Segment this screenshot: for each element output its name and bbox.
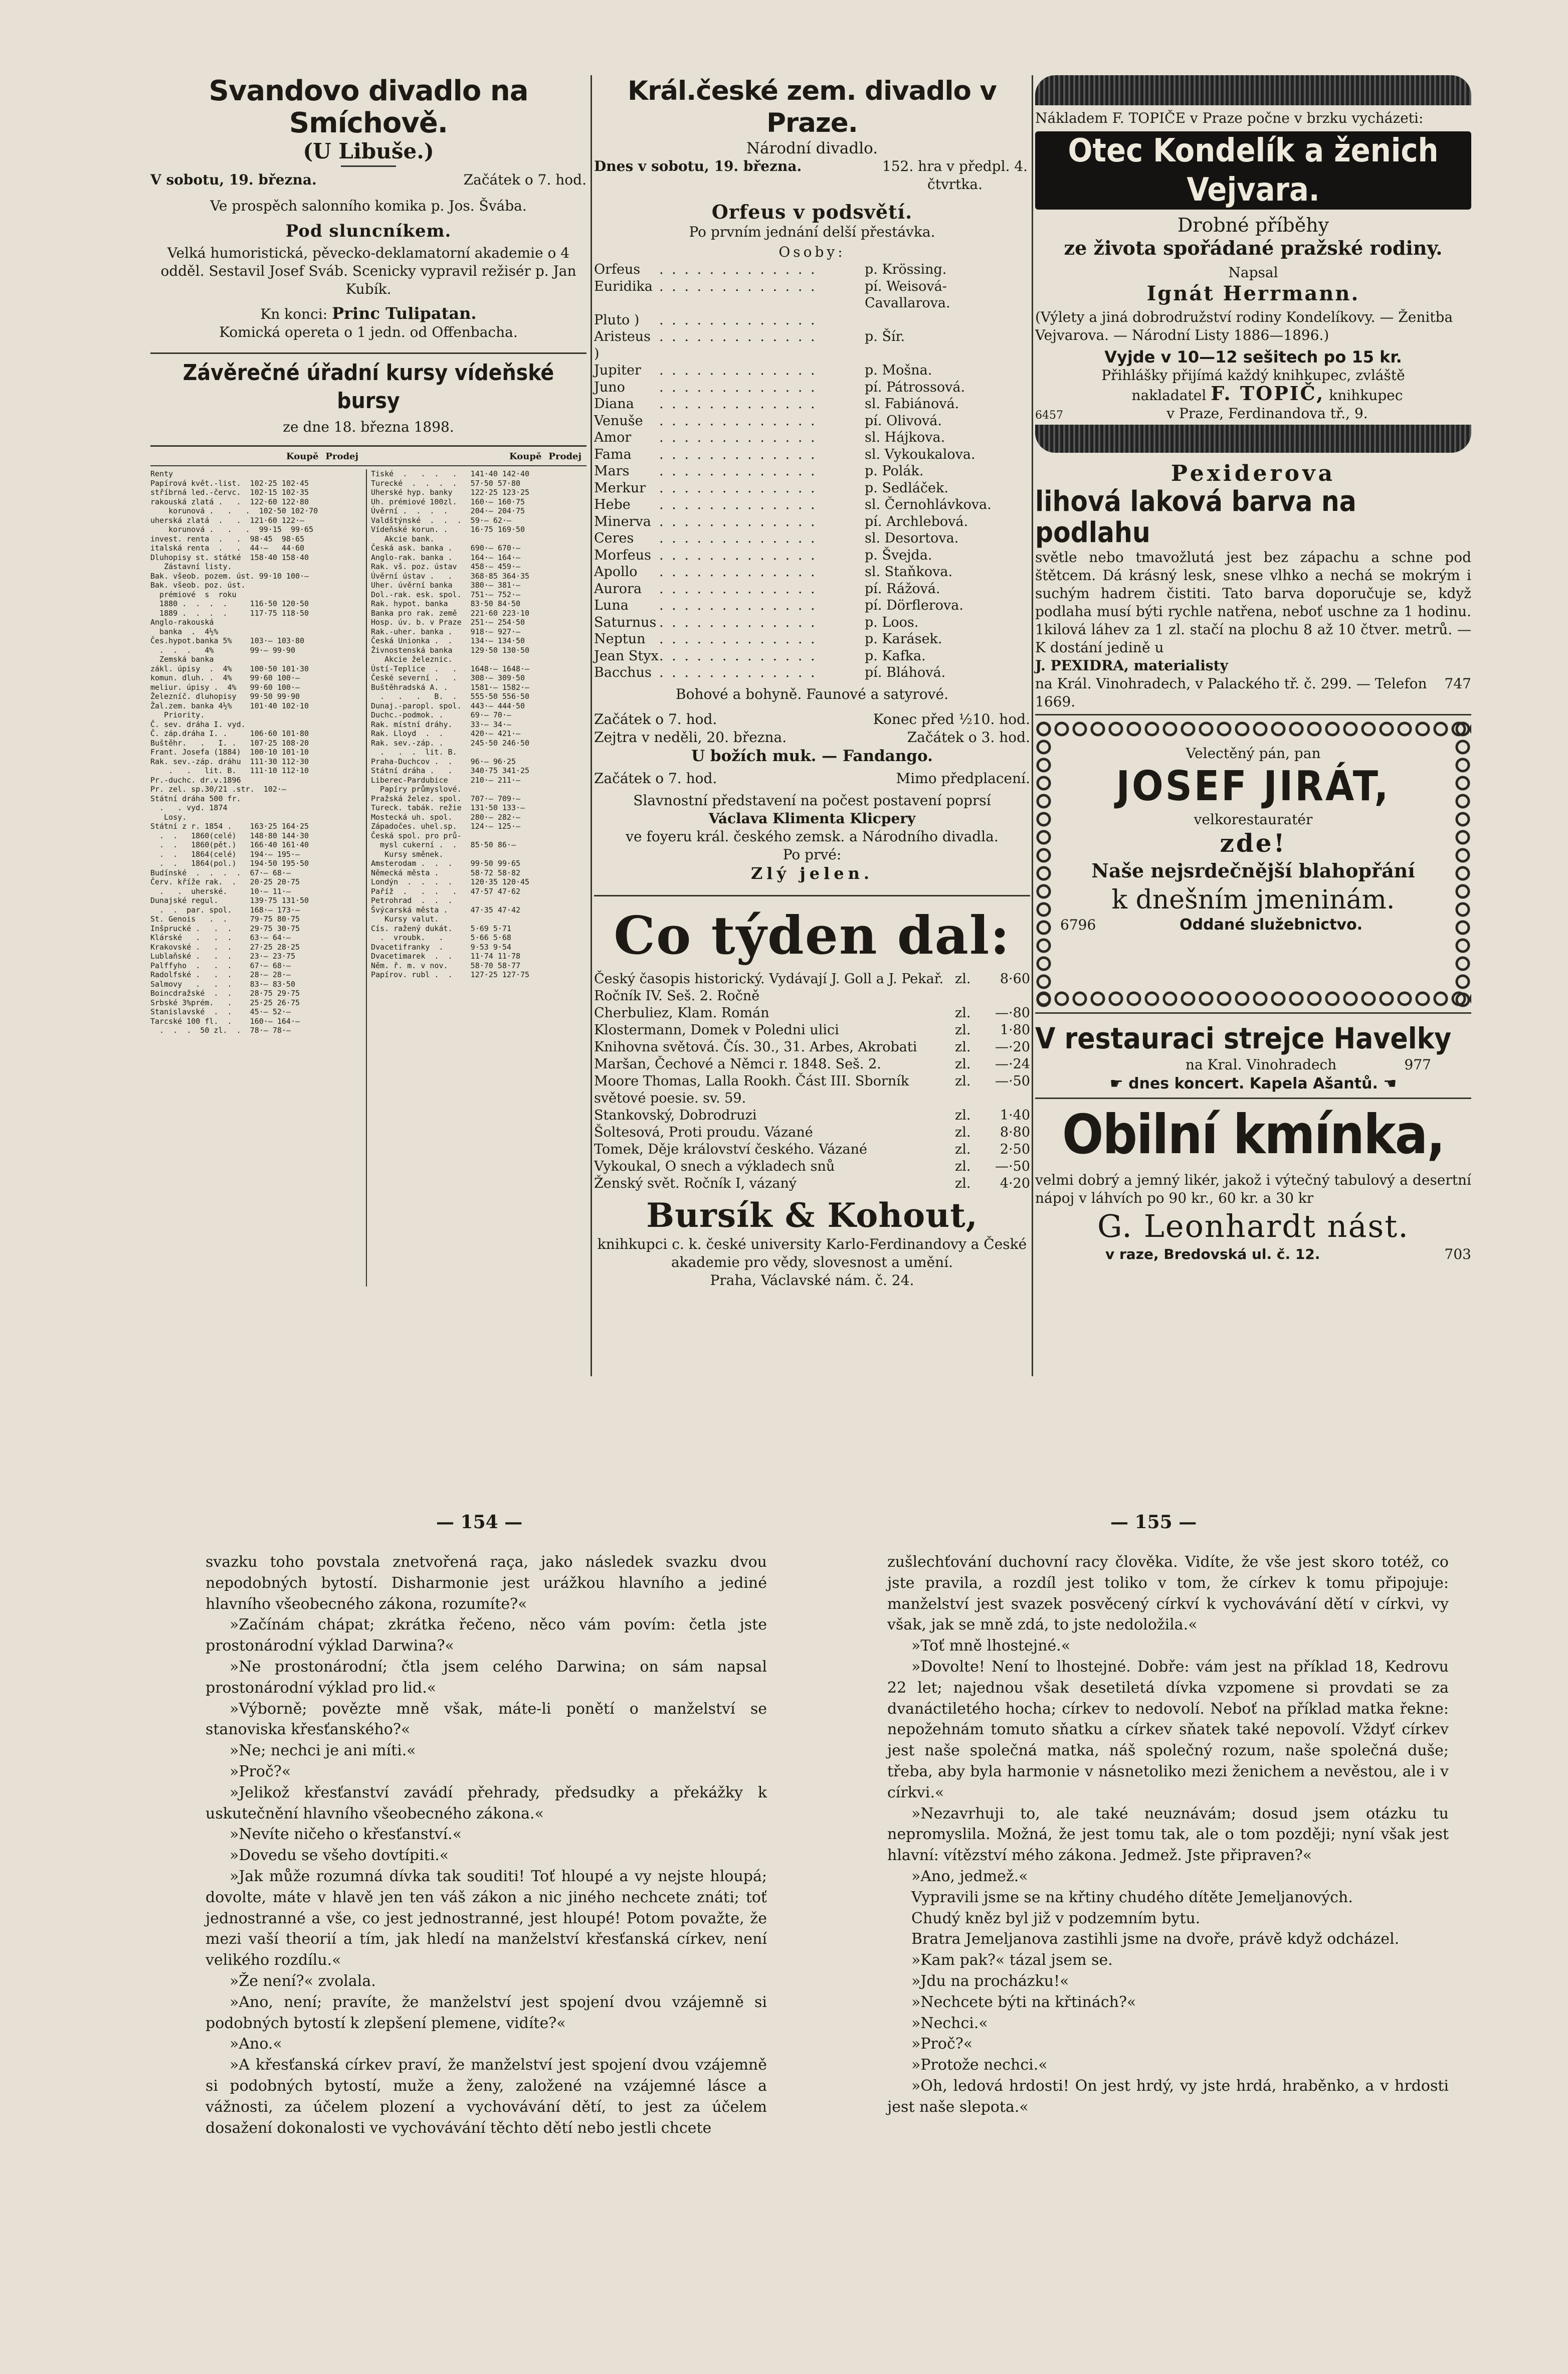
book-row — [594, 1107, 1030, 1124]
leader-dots: . . . . . . . . . . . . . — [659, 480, 817, 496]
book-row — [594, 1022, 1030, 1039]
circle-border — [1035, 720, 1471, 738]
book-note: (Výlety a jiná dobrodružství rodiny Kondelíkovy. — Ženitba Vejvarova. — Národní Listy 1886—1896.) — [1035, 309, 1453, 343]
leader-dots: . . . . . . . . . . . . . — [659, 312, 817, 328]
cast-role: Apollo — [594, 564, 638, 580]
book-currency: zl. — [955, 1073, 971, 1089]
leader-dots: . . . . . . . . . . . . . — [659, 463, 817, 479]
cast-role: Aristeus ) — [594, 329, 651, 361]
cast-row — [594, 446, 1030, 463]
book-title: Maršan, Čechové a Němci r. 1848. Seš. 2. — [594, 1056, 881, 1072]
evening-row — [594, 770, 1030, 788]
cast-row — [594, 564, 1030, 581]
body-paragraph: »Protože nechci.« — [911, 2056, 1048, 2074]
kminka-address-row — [1035, 1245, 1471, 1263]
tomorrow-date: Zejtra v neděli, 20. března. — [594, 728, 787, 746]
date: V sobotu, 19. března. — [150, 171, 317, 188]
book-price: 1·80 — [1000, 1022, 1030, 1038]
leader-dots: . . . . . . . . . . . . . — [659, 648, 817, 664]
cast-list — [594, 261, 1030, 681]
cast-row — [594, 530, 1030, 547]
jirat-name: JOSEF JIRÁT, — [1116, 763, 1391, 810]
date: Dnes v sobotu, 19. března. — [594, 158, 802, 174]
body-text-right — [887, 1552, 1449, 2118]
cast-row — [594, 312, 1030, 329]
pexider-firm: J. PEXIDRA, materialisty — [1035, 657, 1228, 674]
cast-role: Jean Styx — [594, 648, 659, 664]
book-price: 8·80 — [1000, 1124, 1030, 1140]
leader-dots: . . . . . . . . . . . . . — [659, 329, 817, 344]
hand-pointer-icon: ☚ — [1378, 1075, 1397, 1092]
book-price: —·20 — [995, 1039, 1030, 1055]
cast-actor: p. Karásek. — [865, 631, 942, 647]
cast-role: Euridika — [594, 278, 653, 294]
cast-row — [594, 664, 1030, 681]
cast-actor: sl. Vykoukalova. — [865, 446, 975, 462]
concert-text: dnes koncert. Kapela Ašantů. — [1128, 1075, 1378, 1092]
leader-dots: . . . . . . . . . . . . . — [659, 497, 817, 512]
book-row — [594, 1175, 1030, 1192]
jirat-wish-1: Naše nejsrdečnější blahopřání — [1091, 859, 1415, 882]
havelka-title: V restauraci strejce Havelky — [1035, 1021, 1452, 1055]
cast-row — [594, 261, 1030, 278]
publisher-role: knihkupec — [1329, 387, 1403, 404]
body-paragraph: »Oh, ledová hrdosti! On jest hrdý, vy jste hrdá, hraběnko, a v hrdosti jest naše slepota.« — [887, 2077, 1449, 2116]
benefit-line: Ve prospěch salonního komika p. Jos. Švába. — [210, 198, 527, 214]
theatre-title: Svandovo divadlo na Smíchově. — [209, 75, 528, 139]
cast-actor: p. Mošna. — [865, 362, 932, 378]
jirat-role: velkorestauratér — [1194, 811, 1313, 828]
leader-dots: . . . . . . . . . . . . . — [659, 614, 817, 630]
column-1 — [150, 75, 586, 1287]
theatre-title: Král.české zem. divadlo v Praze. — [628, 76, 997, 138]
cast-actor — [865, 312, 1030, 329]
body-paragraph: »Ano.« — [230, 2035, 282, 2053]
leader-dots: . . . . . . . . . . . . . — [659, 581, 817, 597]
book-price: —·80 — [995, 1005, 1030, 1021]
play-title: Orfeus v podsvětí. — [711, 201, 913, 223]
body-paragraph: »Ne; nechci je ani míti.« — [230, 1742, 416, 1760]
start-time: Začátek o 7. hod. — [594, 710, 717, 727]
book-currency: zl. — [955, 1175, 971, 1191]
kursy-title: Závěrečné úřadní kursy vídeňské bursy — [182, 360, 554, 414]
cast-row — [594, 581, 1030, 598]
book-price: —·50 — [995, 1158, 1030, 1174]
cast-row — [594, 513, 1030, 530]
kursy-right: Tiské . . . . 141·40 142·40 Turecké . . . . 57·50 57·80 Uherské hyp. banky 122·25 123·25 Uh. prémiové 100zl. 160·— 160·75 Úvěrní . . . . 204·— 204·75 Valdštýnské . . . 59·— 62·— Vídeňské korun. . 16·75 169·50 Akcie bank. Česká ask. banka . 690·— 670·— Anglo-rak. banka . 164·— 164·— Rak. vš. poz. ústav 458·— 459·— Úvěrní ústav . . 368·85 364·35 Uher. úvěrní banka 380·— 381·— Dol.-rak. esk. spol. 751·— 752·— Rak. hypot. banka 83·50 84·50 Banka pro rak. země 221·60 223·10 Hosp. úv. b. v Praze 251·— 254·50 Rak.-uher. banka . 918·— 927·— Česká Unionka . . 134·— 134·50 Živnostenská banka 129·50 130·50 Akcie železnic. Ústí-Teplice . . 1648·— 1648·— České severní . . 308·— 309·50 Buštěhradská A. . 1581·— 1582·— . . . B. . 555·50 556·50 Dunaj.-paropl. spol. 443·— 444·50 Duchc.-podmok. . 69·— 70·— Rak. místní dráhy. 33·— 34·— Rak. Lloyd . . 420·— 421·— Rak. sev.-záp. . 245·50 246·50 . . . lit. B. Praha-Duchcov . . 96·— 96·25 Státní dráha . . 340·75 341·25 Liberec-Pardubice 210·— 211·— Papíry průmyslové. Pražská želez. spol. 707·— 709·— Tureck. tabák. režie 131·50 133·— Mostecká uh. spol. 280·— 282·— Západočes. uhel.sp. 124·— 125·— Česká spol. pro prů- mysl cukerní . . 85·50 86·— Kursy směnek. Amsterodam . . . 99·50 99·65 Německá města . 58·72 58·82 Londýn . . . . 120·35 120·45 Paříž . . . . 47·57 47·62 Petrohrad . . . Švýcarská města . 47·35 47·42 Kursy valut. Cís. ražený dukát. 5·69 5·71 . vroubk. . 5·66 5·68 Dvacetifranky . 9·53 9·54 Dvacetimarek . . 11·74 11·78 Něm. ř. m. v nov. 58·70 58·77 Papírov. rubl . . 127·25 127·75 — [371, 469, 530, 979]
cast-role: Amor — [594, 430, 632, 445]
body-paragraph: »Jak může rozumná dívka tak souditi! Toť hloupé a vy nejste hloupá; dovolte, máte v hlavě jen ten váš zákon a nic jiného nechcete znáti; toť jednostranné a vše, co jest jednostranné, jest hloupé! Potom považte, že mezi vaší theorií a tím, jak hledí na manželství křesťanská církev, není velikého rozdílu.« — [206, 1867, 767, 1969]
cast-role: Fama — [594, 446, 632, 462]
cast-role: Hebe — [594, 497, 631, 512]
body-paragraph: »Jdu na procházku!« — [911, 1972, 1069, 1990]
cast-role: Aurora — [594, 581, 642, 597]
cast-role: Venuše — [594, 413, 643, 429]
cast-row — [594, 396, 1030, 413]
cast-row — [594, 463, 1030, 480]
cast-actor: p. Polák. — [865, 463, 924, 479]
cast-role: Saturnus — [594, 614, 657, 630]
publisher-name: Bursík & Kohout, — [646, 1195, 978, 1235]
extra-note: Mimo předplacení. — [896, 770, 1030, 787]
leader-dots: . . . . . . . . . . . . . — [659, 547, 817, 563]
kursy-header — [150, 450, 586, 466]
leader-dots: . . . . . . . . . . . . . — [659, 262, 817, 277]
cast-role: Orfeus — [594, 262, 641, 277]
book-orders: Přihlášky přijímá každý knihkupec, zvláště — [1101, 367, 1405, 384]
body-paragraph: zušlechťování duchovní racy člověka. Vidíte, že vše jest skoro totéž, co jste pravila, a rozdíl jest toliko v tom, že církev k tomu připojuje: manželství jest svazek posvěcený církví k vychovávání dětí v církvi, vy však, jak se mně zdá, to jste nedoložila.« — [887, 1553, 1449, 1634]
leader-dots: . . . . . . . . . . . . . — [659, 631, 817, 647]
cast-actor: pí. Pátrossová. — [865, 379, 965, 395]
body-text-left — [206, 1552, 767, 2138]
body-paragraph: »Výborně; povězte mně však, máte-li ponětí o manželství se stanoviska křesťanského?« — [206, 1700, 767, 1739]
theatre-subtitle: Národní divadlo. — [746, 139, 878, 157]
ad-number: 747 — [1444, 675, 1471, 692]
havelka-concert — [1035, 1075, 1471, 1092]
body-paragraph: »Toť mně lhostejné.« — [911, 1637, 1071, 1655]
finale-label: Kn konci: — [260, 306, 328, 322]
topic-intro: Nákladem F. TOPIČE v Praze počne v brzku vycházeti: — [1035, 110, 1424, 126]
book-subtitle-1: Drobné příběhy — [1177, 214, 1329, 236]
leader-dots: . . . . . . . . . . . . . — [659, 665, 817, 680]
book-row — [594, 1056, 1030, 1073]
page-number-left: — 154 — — [436, 1512, 523, 1533]
week-title: Co týden dal: — [614, 904, 1011, 966]
leader-dots: . . . . . . . . . . . . . — [659, 362, 817, 378]
kursy-col-sell: Prodej — [325, 451, 358, 462]
book-row — [594, 1141, 1030, 1158]
play-note: Po prvním jednání delší přestávka. — [689, 224, 935, 240]
date-row — [594, 157, 1030, 194]
cast-row — [594, 597, 1030, 614]
first-play: Zlý jelen. — [750, 863, 874, 883]
column-divider — [591, 75, 592, 1376]
book-issue: Vyjde v 10—12 sešitech po 15 kr. — [1104, 347, 1402, 367]
book-title: Cherbuliez, Klam. Román — [594, 1005, 769, 1021]
book-currency: zl. — [955, 1107, 971, 1123]
publisher-address: v Praze, Ferdinandova tř., 9. — [1166, 405, 1368, 422]
play-title: Pod sluncníkem. — [285, 221, 452, 241]
column-3 — [1035, 75, 1471, 1263]
play-description: Velká humoristická, pěvecko-deklamatorní akademie o 4 odděl. Sestavil Josef Sváb. Scenicky vypravil režisér p. Jan Kubík. — [160, 245, 576, 297]
book-row — [594, 1005, 1030, 1022]
divider — [594, 895, 1030, 896]
cast-role: Jupiter — [594, 362, 641, 378]
book-currency: zl. — [955, 1141, 971, 1157]
pexider-subtitle: lihová laková barva na podlahu — [1035, 485, 1356, 549]
leader-dots: . . . . . . . . . . . . . — [659, 278, 817, 294]
ensemble: Bohové a bohyně. Faunové a satyrové. — [676, 685, 948, 702]
cast-actor: pí. Olivová. — [865, 413, 942, 429]
kursy-date: ze dne 18. března 1898. — [283, 419, 454, 435]
tomorrow-start: Začátek o 3. hod. — [907, 728, 1030, 746]
body-paragraph: »Kam pak?« tázal jsem se. — [911, 1951, 1113, 1969]
body-paragraph: »Nechcete býti na křtinách?« — [911, 1993, 1136, 2011]
pexider-text: světle nebo tmavožlutá jest bez zápachu a schne pod štětcem. Dá krásný lesk, snese vlhko a nechá se mokrým i suchým hadrem čistiti. Tato barva doporučuje se, když podlaha musí býti rychle natřena, neboť uschne za 1 hodinu. 1kilová láhev za 1 zl. stačí na plochu 8 až 10 čtver. metrů. — K dostání jedině u — [1035, 549, 1471, 656]
book-title: Klostermann, Domek v Poledni ulici — [594, 1022, 839, 1038]
leader-dots: . . . . . . . . . . . . . — [659, 446, 817, 462]
tomorrow-row — [594, 728, 1030, 747]
theatre-subtitle: (U Libuše.) — [303, 139, 434, 163]
cast-actor: p. Kafka. — [865, 648, 926, 664]
book-price: 8·60 — [1000, 971, 1030, 987]
havelka-address-row — [1035, 1056, 1471, 1074]
cast-role: Morfeus — [594, 547, 652, 563]
divider — [1035, 1098, 1471, 1099]
ornament-border — [1035, 425, 1471, 453]
leader-dots: . . . . . . . . . . . . . — [659, 598, 817, 613]
pexider-title: Pexiderova — [1170, 461, 1336, 486]
kursy-col-buy: Koupě — [509, 451, 542, 462]
book-currency: zl. — [955, 1005, 971, 1021]
jirat-here: zde! — [1220, 828, 1287, 858]
page-number-right: — 155 — — [1110, 1512, 1197, 1533]
cast-actor: sl. Staňkova. — [865, 564, 953, 580]
divider — [341, 165, 396, 167]
pexider-address-row — [1035, 675, 1471, 711]
body-paragraph: »Proč?« — [911, 2035, 973, 2053]
body-paragraph: Chudý kněz byl již v podzemním bytu. — [911, 1909, 1201, 1927]
body-paragraph: »Začínám chápat; zkrátka řečeno, něco vám povím: četla jste prostonárodní výklad Darwina?« — [206, 1616, 767, 1655]
body-paragraph: »Ano, jedmež.« — [911, 1867, 1028, 1885]
gala-line: Slavnostní představení na počest postavení poprsí — [633, 792, 991, 809]
finale-description: Komická opereta o 1 jedn. od Offenbacha. — [219, 324, 518, 340]
kminka-title: Obilní kmínka, — [1062, 1104, 1445, 1166]
cast-role: Juno — [594, 379, 625, 395]
kminka-text: velmi dobrý a jemný likér, jakož i výtečný tabulový a desertní nápoj v láhvích po 90 kr., 60 kr. a 30 kr — [1035, 1172, 1471, 1206]
publisher-label: nakladatel — [1131, 387, 1207, 404]
body-paragraph: »Nevíte ničeho o křesťanství.« — [230, 1825, 462, 1844]
book-title: Tomek, Děje království českého. Vázané — [594, 1141, 867, 1157]
kursy-col-sell: Prodej — [548, 451, 581, 462]
evening-start: Začátek o 7. hod. — [594, 770, 717, 787]
kursy-col-buy: Koupě — [286, 451, 319, 462]
gala-place: ve foyeru král. českého zemsk. a Národního divadla. — [626, 828, 999, 845]
body-paragraph: »Že není?« zvolala. — [230, 1972, 376, 1990]
divider — [1035, 714, 1471, 715]
cast-row — [594, 614, 1030, 631]
start-time: Začátek o 7. hod. — [463, 171, 586, 188]
book-title: Ženský svět. Ročník I, vázaný — [594, 1175, 797, 1191]
cast-role: Minerva — [594, 513, 651, 529]
cast-role: Ceres — [594, 530, 634, 546]
circle-border — [1035, 720, 1052, 1007]
body-paragraph: Bratra Jemeljanova zastihli jsme na dvoře, právě když odcházel. — [911, 1930, 1400, 1948]
body-paragraph: Vypravili jsme se na křtiny chudého dítěte Jemeljanových. — [911, 1888, 1353, 1906]
book-title: Stankovský, Dobrodruzi — [594, 1107, 757, 1123]
ornament-border — [1035, 75, 1471, 105]
cast-row — [594, 379, 1030, 396]
book-currency: zl. — [955, 1022, 971, 1038]
cast-actor: pí. Archlebová. — [865, 513, 968, 529]
book-price: 2·50 — [1000, 1141, 1030, 1157]
book-title: Moore Thomas, Lalla Rookh. Část III. Sborník světové poesie. sv. 59. — [594, 1073, 909, 1106]
book-currency: zl. — [955, 1158, 971, 1174]
book-title: Knihovna světová. Čís. 30., 31. Arbes, Akrobati — [594, 1039, 917, 1055]
finale-title: Princ Tulipatan. — [332, 304, 477, 323]
cast-role: Pluto ) — [594, 312, 640, 328]
cast-actor: sl. Černohlávkova. — [865, 497, 992, 512]
jirat-wish-2: k dnešním jmeninám. — [1111, 885, 1395, 915]
book-price: 1·40 — [1000, 1107, 1030, 1123]
first-label: Po prvé: — [782, 846, 842, 863]
book-list — [594, 971, 1030, 1192]
hand-pointer-icon: ☛ — [1109, 1075, 1129, 1092]
cast-actor: p. Sedláček. — [865, 480, 948, 496]
publisher-description: knihkupci c. k. české university Karlo-Ferdinandovy a České akademie pro vědy, slovesnost a umění. — [597, 1235, 1027, 1270]
column-2 — [594, 75, 1030, 1290]
cast-actor: pí. Rážová. — [865, 581, 940, 597]
cast-actor: sl. Fabiánová. — [865, 396, 959, 412]
author-name: Ignát Herrmann. — [1146, 282, 1360, 305]
cast-row — [594, 328, 1030, 362]
kminka-address: v raze, Bredovská ul. č. 12. — [1105, 1246, 1320, 1262]
jirat-intro: Velectěný pán, pan — [1186, 745, 1321, 762]
leader-dots: . . . . . . . . . . . . . — [659, 379, 817, 395]
cast-role: Merkur — [594, 480, 646, 496]
leader-dots: . . . . . . . . . . . . . — [659, 413, 817, 429]
cast-role: Luna — [594, 598, 629, 613]
ad-number: 977 — [1404, 1056, 1431, 1073]
cast-actor: p. Švejda. — [865, 547, 932, 563]
havelka-address: na Kral. Vinohradech — [1186, 1056, 1337, 1073]
cast-row — [594, 429, 1030, 446]
book-price: —·50 — [995, 1073, 1030, 1089]
cast-actor: pí. Weisová-Cavallarova. — [865, 278, 950, 311]
cast-actor: pí. Dörflerova. — [865, 598, 963, 613]
cast-role: Bacchus — [594, 665, 652, 680]
leader-dots: . . . . . . . . . . . . . — [659, 513, 817, 529]
body-paragraph: »Ano, není; pravíte, že manželství jest spojení dvou vzájemně si podobných bytostí k zlepšení plemene, vidíte?« — [206, 1993, 767, 2032]
show-number: 152. hra v předpl. 4. čtvrtka. — [882, 158, 1028, 193]
body-paragraph: »Ne prostonárodní; čtla jsem celého Darwina; on sám napsal prostonárodní výklad pro lid.« — [206, 1658, 767, 1697]
book-currency: zl. — [955, 971, 971, 987]
date-row — [150, 171, 586, 189]
body-paragraph: »A křesťanská církev praví, že manželství jest spojení dvou vzájemně si podobných bytostí, muže a ženy, založené na vzájemné lásce a vážnosti, za účelem plození a vychovávání dětí, to jest za účelem dosažení dokonalosti ve vychovávání těchto dětí nebo jestli chcete — [206, 2056, 767, 2137]
book-currency: zl. — [955, 1124, 971, 1140]
book-currency: zl. — [955, 1039, 971, 1055]
divider — [150, 352, 586, 354]
body-paragraph: »Proč?« — [230, 1762, 291, 1780]
kursy-left: Renty Papírová květ.-list. 102·25 102·45 stříbrná led.-červc. 102·15 102·35 rakouská zlatá . . 122·60 122·80 korunová . . . 102·50 102·70 uherská zlatá . . 121·60 122·— korunová . . . 99·15 99·65 invest. renta . . 98·45 98·65 italská renta . . 44·— 44·60 Dluhopisy st. státké 158·40 158·40 Zástavní listy. Bak. všeob. pozem. úst. 99·10 100·— Bak. všeob. poz. úst. prémiové s roku 1880 . . . . 116·50 120·50 1889 . . . . 117·75 118·50 Anglo-rakouská banka . 4½% Čes.hypot.banka 5% 103·— 103·80 . . . 4% 99·— 99·90 Zemská banka zákl. úpisy . 4% 100·50 101·30 komun. dluh. . 4% 99·60 100·— meliur. úpisy . 4% 99·60 100·— Železníč. dluhopisy 99·50 99·90 Žal.zem. banka 4½% 101·40 102·10 Priority. Č. sev. dráha I. vyd. Č. záp.dráha I. . 106·60 101·80 Buštěhr. . I. . 107·25 108·20 Frant. Josefa (1884) 100·10 101·10 Rak. sev.-záp. dráhu 111·30 112·30 . . lit. B. 111·10 112·10 Pr.-duchc. dr.v.1896 Pr. zel. sp.30/21 .str. 102·— Státní dráha 500 fr. . . vyd. 1874 Losy. Státní z r. 1854 . 163·25 164·25 . . 1860(celé) 148·80 144·30 . . 1860(pět.) 166·40 161·40 . . 1864(celé) 194·— 195·— . . 1864(pol.) 194·50 195·50 Budínské . . . . 67·— 68·— Červ. kříže rak. . 20·25 20·75 . . uherské. 10·— 11·— Dunajské regul. 139·75 131·50 . . par. spol. 168·— 173·— St. Genois . . 79·75 80·75 Inšprucké . . . 29·75 30·75 Klárské . . . 63·— 64·— Krakovské . . . 27·25 28·25 Lublaňské . . . 23·— 23·75 Palffyho . . . 67·— 68·— Radolfské . . . 28·— 28·— Salmovy . . . 83·— 83·50 Boincdražské . . 28·75 29·75 Srbské 3%prém. . 25·25 26·75 Stanislavské . . 45·— 52·— Tarcské 100 fl. . 160·— 164·— . . . 50 zl. . 78·— 78·— — [150, 469, 367, 1287]
body-paragraph: »Nezavrhuji to, ale také neuznávám; dosud jsem otázku tu nepromyslila. Možná, že jest tomu tak, ale o tom později; nyní však jest hlavní: vítězství mého zákona. Jedmež. Jste připraven?« — [887, 1804, 1449, 1865]
tomorrow-play: U božích muk. — Fandango. — [691, 747, 933, 765]
divider — [1035, 1012, 1471, 1014]
cast-row — [594, 278, 1030, 312]
publisher-row — [1035, 382, 1471, 423]
cast-actor: pí. Bláhová. — [865, 665, 946, 680]
book-price: 4·20 — [1000, 1175, 1030, 1191]
time-row — [594, 710, 1030, 728]
cast-row — [594, 631, 1030, 648]
book-subtitle-2: ze života spořádané pražské rodiny. — [1064, 237, 1443, 259]
finale-line — [150, 304, 586, 323]
cast-row — [594, 362, 1030, 379]
publisher-name: F. TOPIČ, — [1211, 382, 1325, 405]
circle-border — [1035, 990, 1471, 1007]
body-paragraph: »Nechci.« — [911, 2014, 988, 2032]
jirat-sign-row — [1060, 916, 1446, 934]
book-currency: zl. — [955, 1056, 971, 1072]
body-paragraph: »Jelikož křesťanství zavádí přehrady, předsudky a překážky k uskutečnění hlavního všeobecného zákona.« — [206, 1783, 767, 1822]
cast-row — [594, 547, 1030, 564]
cast-label: Osoby: — [778, 244, 846, 260]
ad-number: 6457 — [1035, 409, 1063, 422]
body-paragraph: »Dovedu se všeho dovtípiti.« — [230, 1847, 449, 1865]
end-time: Konec před ½10. hod. — [873, 710, 1030, 727]
book-title: Otec Kondelík a ženich Vejvara. — [1035, 131, 1471, 210]
cast-actor: sl. Desortova. — [865, 530, 959, 546]
cast-role: Diana — [594, 396, 634, 412]
book-price: —·24 — [995, 1056, 1030, 1072]
cast-actor: p. Krössing. — [865, 262, 947, 277]
publisher-address: Praha, Václavské nám. č. 24. — [710, 1271, 914, 1289]
kminka-firm: G. Leonhardt nást. — [1097, 1208, 1410, 1244]
leader-dots: . . . . . . . . . . . . . — [659, 564, 817, 580]
book-row — [594, 971, 1030, 1005]
cast-row — [594, 496, 1030, 513]
book-title: Český časopis historický. Vydávají J. Goll a J. Pekař. Ročník IV. Seš. 2. Ročně — [594, 971, 944, 1004]
body-paragraph: svazku toho povstala znetvořená raça, jako následek svazku dvou nepodobných bytostí. Disharmonie jest urážkou hlavního a jediné hlavního všeobecného zákona, rozumíte?« — [206, 1553, 767, 1613]
column-divider — [1032, 75, 1033, 1376]
cast-actor: p. Šír. — [865, 329, 905, 344]
author-label: Napsal — [1228, 264, 1278, 281]
cast-row — [594, 413, 1030, 430]
cast-actor: p. Loos. — [865, 614, 919, 630]
cast-role: Neptun — [594, 631, 646, 647]
leader-dots: . . . . . . . . . . . . . — [659, 430, 817, 445]
book-row — [594, 1073, 1030, 1107]
divider — [150, 445, 586, 447]
circle-border — [1454, 720, 1471, 1007]
cast-role: Mars — [594, 463, 630, 479]
cast-row — [594, 648, 1030, 665]
cast-row — [594, 480, 1030, 497]
ad-number: 6796 — [1060, 917, 1096, 933]
jirat-ad — [1035, 720, 1471, 1007]
pexider-address: na Král. Vinohradech, v Palackého tř. č. 299. — Telefon 1669. — [1035, 675, 1427, 710]
ad-number: 703 — [1444, 1246, 1471, 1262]
book-row — [594, 1124, 1030, 1141]
book-title: Šoltesová, Proti proudu. Vázané — [594, 1124, 813, 1140]
leader-dots: . . . . . . . . . . . . . — [659, 530, 817, 546]
book-title: Vykoukal, O snech a výkladech snů — [594, 1158, 835, 1174]
kursy-table — [150, 469, 586, 1287]
body-paragraph: »Dovolte! Není to lhostejné. Dobře: vám jest na příklad 18, Kedrovu 22 let; najednou však desetiletá dívka vzpomene si provdati se za dvanáctiletého hocha; církev to nedovolí. Neboť na příklad matka řekne: nepožehnám tomuto sňatku a církev sňatek také nepovolí. Vždyť církev jest naše společná matka, náš společný rozum, naše společná duše; třeba, aby byla harmonie v násnetoliko mezi ženichem a nevěstou, ale i v církvi.« — [887, 1658, 1449, 1801]
jirat-sign: Oddané služebnictvo. — [1180, 916, 1363, 934]
gala-name: Václava Klimenta Klicpery — [708, 810, 916, 827]
book-row — [594, 1158, 1030, 1175]
book-row — [594, 1039, 1030, 1056]
cast-actor: sl. Hájkova. — [865, 430, 945, 445]
leader-dots: . . . . . . . . . . . . . — [659, 396, 817, 412]
